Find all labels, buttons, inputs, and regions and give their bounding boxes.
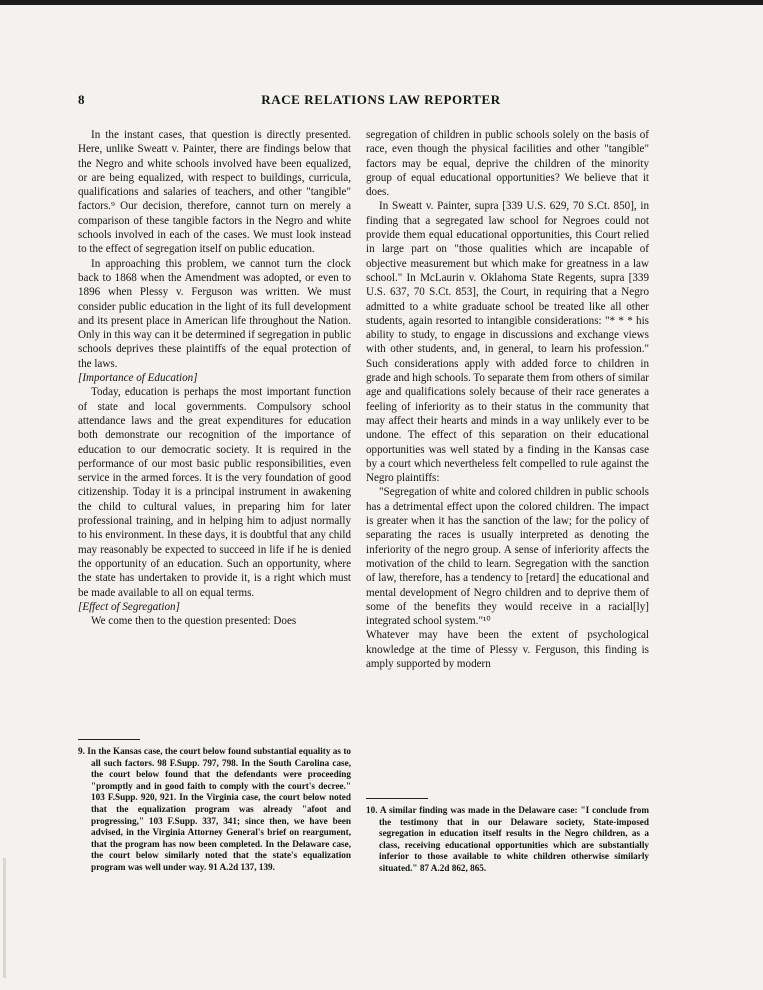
page-number: 8 xyxy=(78,92,85,107)
right-column xyxy=(366,128,649,671)
paragraph: In the instant cases, that question is directly presented. Here, unlike Sweatt v. Painter, there are findings below that the Negro and white schools involved have been equalized, or are being equalized, with respect to buildings, curricula, qualifications and salaries of teachers, and other "tangible" factors.⁹ Our decision, therefore, cannot turn on merely a comparison of these tangible factors in the Negro and white schools involved in each of the cases. We must look instead to the effect of segregation itself on public education. xyxy=(78,129,351,256)
paragraph: In approaching this problem, we cannot turn the clock back to 1868 when the Amendment was adopted, or even to 1896 when Plessy v. Ferguson was written. We must consider public education in the light of its full development and its present place in American life throughout the Nation. Only in this way can it be determined if segregation in public schools deprives these plaintiffs of the equal protection of the laws. xyxy=(78,257,351,370)
section-heading: [Effect of Segregation] xyxy=(78,600,180,613)
paragraph: In Sweatt v. Painter, supra [339 U.S. 629, 70 S.Ct. 850], in finding that a segregated law school for Negroes could not provide them equal educational opportunities, this Court relied in large part on "those qualities which are incapable of objective measurement but which make for greatness in a law school." In McLaurin v. Oklahoma State Regents, supra [339 U.S. 637, 70 S.Ct. 853], the Court, in requiring that a Negro admitted to a white graduate school be treated like all other students, again resorted to intangible considerations: "* * * his ability to study, to engage in discussions and exchange views with other students, and, in general, to learn his profession." Such considerations apply with added force to children in grade and high schools. To separate them from others of similar age and qualifications solely because of their race generates a feeling of inferiority as to their status in the community that may affect their hearts and minds in a way unlikely ever to be undone. The effect of this separation on their educational opportunities was well stated by a finding in the Kansas case by a court which nevertheless felt compelled to rule against the Negro plaintiffs: xyxy=(366,200,649,485)
scan-binding-mark xyxy=(3,858,6,978)
left-column xyxy=(78,128,351,628)
footnote-rule xyxy=(366,798,428,799)
footnote-block-right xyxy=(366,798,649,875)
footnote-block-left xyxy=(78,739,351,874)
page-header xyxy=(78,92,684,108)
paragraph: Today, education is perhaps the most important function of state and local governments. Compulsory school attendance laws and the great expenditures for education both demonstrate our recognition of the importance of education to our democratic society. It is required in the performance of our most basic public responsibilities, even service in the armed forces. It is the very foundation of good citizenship. Today it is a principal instrument in awakening the child to cultural values, in preparing him for later professional training, and in helping him to adjust normally to his environment. In these days, it is doubtful that any child may reasonably be expected to succeed in life if he is denied the opportunity of an education. Such an opportunity, where the state has undertaken to provide it, is a right which must be made available to all on equal terms. xyxy=(78,386,351,599)
paragraph: segregation of children in public schools solely on the basis of race, even though the physical facilities and other "tangible" factors may be equal, deprive the children of the minority group of equal educational opportunities? We believe that it does. xyxy=(366,129,649,199)
section-heading: [Importance of Education] xyxy=(78,372,198,385)
paragraph: Whatever may have been the extent of psychological knowledge at the time of Plessy v. Ferguson, this finding is amply supported by modern xyxy=(366,629,649,670)
top-rule xyxy=(0,0,763,5)
block-quote: "Segregation of white and colored children in public schools has a detrimental effect upon the colored children. The impact is greater when it has the sanction of the law; for the policy of separating the races is usually interpreted as denoting the inferiority of the negro group. A sense of inferiority affects the motivation of the child to learn. Segregation with the sanction of law, therefore, has a tendency to [retard] the educational and mental development of Negro children and to deprive them of some of the benefits they would receive in a racial[ly] integrated school system."¹⁰ xyxy=(366,486,649,628)
running-title: RACE RELATIONS LAW REPORTER xyxy=(261,92,501,107)
footnote-rule xyxy=(78,739,140,740)
footnote-10: 10. A similar finding was made in the Delaware case: "I conclude from the testimony that in our Delaware society, State-imposed segregation in education itself results in the Negro children, as a class, receiving educational opportunities which are substantially inferior to those available to white children otherwise similarly situated." 87 A.2d 862, 865. xyxy=(366,805,649,873)
footnote-9: 9. In the Kansas case, the court below found substantial equality as to all such factors. 98 F.Supp. 797, 798. In the South Carolina case, the court below found that the defendants were proceeding "promptly and in good faith to comply with the court's decree." 103 F.Supp. 920, 921. In the Virginia case, the court below noted that the equalization program was already "afoot and progressing," 103 F.Supp. 337, 341; since then, we have been advised, in the Virginia Attorney General's brief on reargument, that the program has now been completed. In the Delaware case, the court below similarly noted that the state's equalization program was well under way. 91 A.2d 137, 139. xyxy=(78,746,351,872)
paragraph: We come then to the question presented: Does xyxy=(91,615,297,628)
